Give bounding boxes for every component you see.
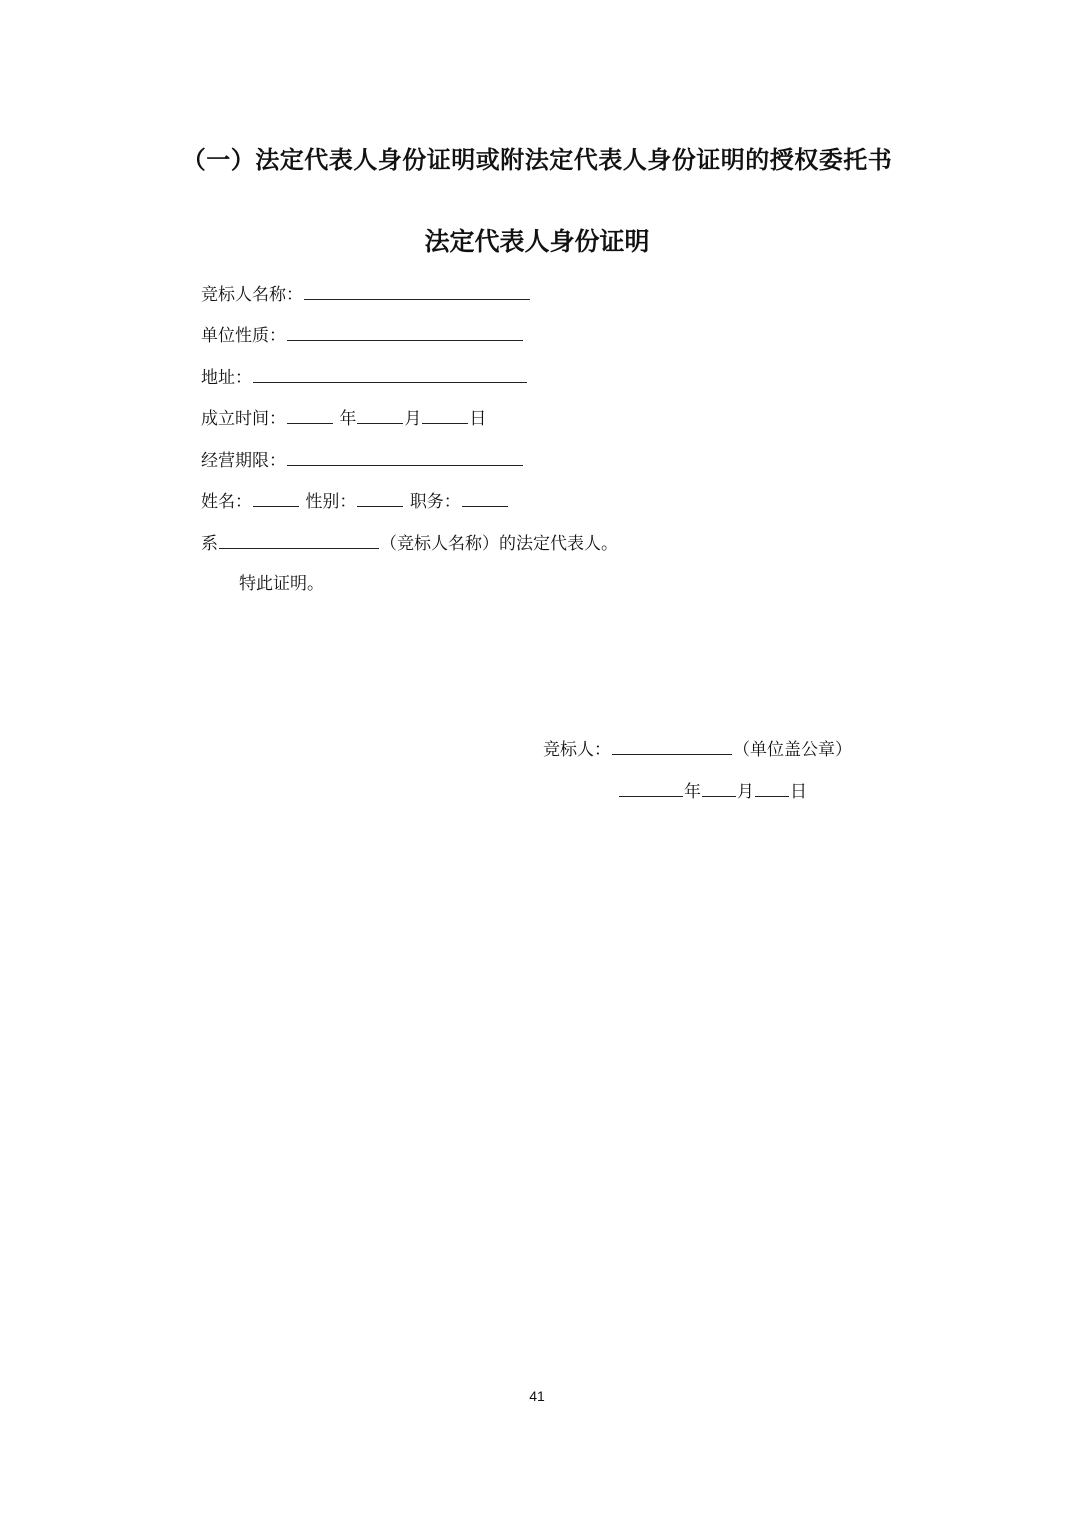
address-blank[interactable] (253, 364, 527, 383)
page-number: 41 (529, 1388, 545, 1404)
position-label: 职务： (409, 492, 461, 512)
name-label: 姓名： (201, 492, 252, 512)
is-label: 系 (201, 534, 218, 554)
signature-day-blank[interactable] (755, 778, 789, 797)
sub-heading: 法定代表人身份证明 (424, 227, 650, 256)
established-year-blank[interactable] (287, 405, 333, 424)
business-term-label: 经营期限： (201, 451, 286, 471)
unit-nature-label: 单位性质： (201, 326, 286, 346)
representative-line (201, 530, 618, 556)
signature-month-blank[interactable] (702, 778, 736, 797)
established-month-blank[interactable] (357, 405, 403, 424)
established-line (201, 405, 486, 431)
signature-seal-note: （单位盖公章） (733, 740, 852, 760)
certify-line (239, 571, 324, 597)
signature-year-label: 年 (684, 782, 701, 802)
established-label: 成立时间： (201, 409, 286, 429)
address-line (201, 364, 528, 390)
name-blank[interactable] (253, 488, 299, 507)
unit-nature-blank[interactable] (287, 322, 523, 341)
representative-company-blank[interactable] (219, 530, 379, 549)
certify-text: 特此证明。 (239, 574, 324, 594)
gender-blank[interactable] (357, 488, 403, 507)
established-day-blank[interactable] (422, 405, 468, 424)
person-info-line (201, 488, 509, 514)
signature-bidder-line (543, 736, 852, 762)
address-label: 地址： (201, 368, 252, 388)
signature-month-label: 月 (737, 782, 754, 802)
signature-date-line (618, 778, 807, 804)
business-term-blank[interactable] (287, 447, 523, 466)
established-day-label: 日 (469, 409, 487, 429)
bidder-name-label: 竞标人名称： (201, 285, 303, 305)
signature-day-label: 日 (790, 782, 807, 802)
gender-label: 性别： (305, 492, 357, 512)
signature-bidder-blank[interactable] (612, 736, 732, 755)
business-term-line (201, 447, 524, 473)
signature-year-blank[interactable] (619, 778, 683, 797)
unit-nature-line (201, 322, 524, 348)
is-suffix: （竞标人名称）的法定代表人。 (380, 534, 618, 554)
signature-bidder-label: 竞标人： (543, 740, 611, 760)
established-year-label: 年 (339, 409, 357, 429)
bidder-name-blank[interactable] (304, 281, 530, 300)
established-month-label: 月 (404, 409, 422, 429)
bidder-name-line (201, 281, 531, 307)
main-heading: （一）法定代表人身份证明或附法定代表人身份证明的授权委托书 (181, 146, 893, 174)
position-blank[interactable] (462, 488, 508, 507)
